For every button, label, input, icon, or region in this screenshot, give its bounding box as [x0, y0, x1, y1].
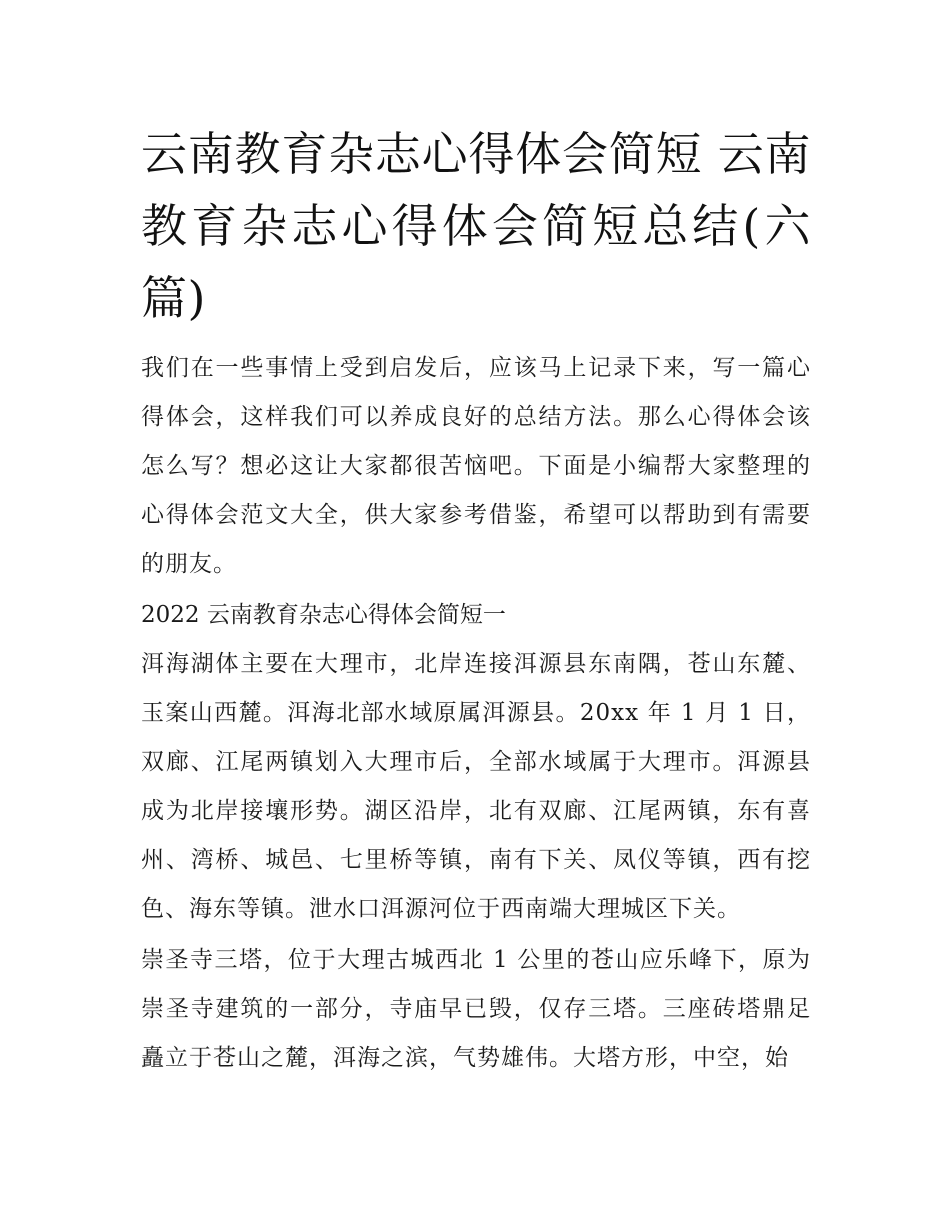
- section-heading: 2022 云南教育杂志心得体会简短一: [141, 602, 506, 628]
- document-title: 云南教育杂志心得体会简短 云南教育杂志心得体会简短总结(六篇): [141, 127, 811, 325]
- body-paragraph-1: 洱海湖体主要在大理市，北岸连接洱源县东南隅，苍山东麓、玉案山西麓。洱海北部水域原属洱源县。20xx 年 1 月 1 日，双廊、江尾两镇划入大理市后，全部水域属于大理市。洱源县成为北岸接壤形势。湖区沿岸，北有双廊、江尾两镇，东有喜州、湾桥、城邑、七里桥等镇，南有下关、凤仪等镇，西有挖色、海东等镇。泄水口洱源河位于西南端大理城区下关。: [141, 651, 811, 922]
- intro-paragraph: 我们在一些事情上受到启发后，应该马上记录下来，写一篇心得体会，这样我们可以养成良好的总结方法。那么心得体会该怎么写？想必这让大家都很苦恼吧。下面是小编帮大家整理的心得体会范文大全，供大家参考借鉴，希望可以帮助到有需要的朋友。: [141, 355, 811, 577]
- document-body: [141, 118, 811, 1083]
- body-paragraph-2: 崇圣寺三塔，位于大理古城西北 1 公里的苍山应乐峰下，原为崇圣寺建筑的一部分，寺庙早已毁，仅存三塔。三座砖塔鼎足矗立于苍山之麓，洱海之滨，气势雄伟。大塔方形，中空，始: [141, 947, 811, 1071]
